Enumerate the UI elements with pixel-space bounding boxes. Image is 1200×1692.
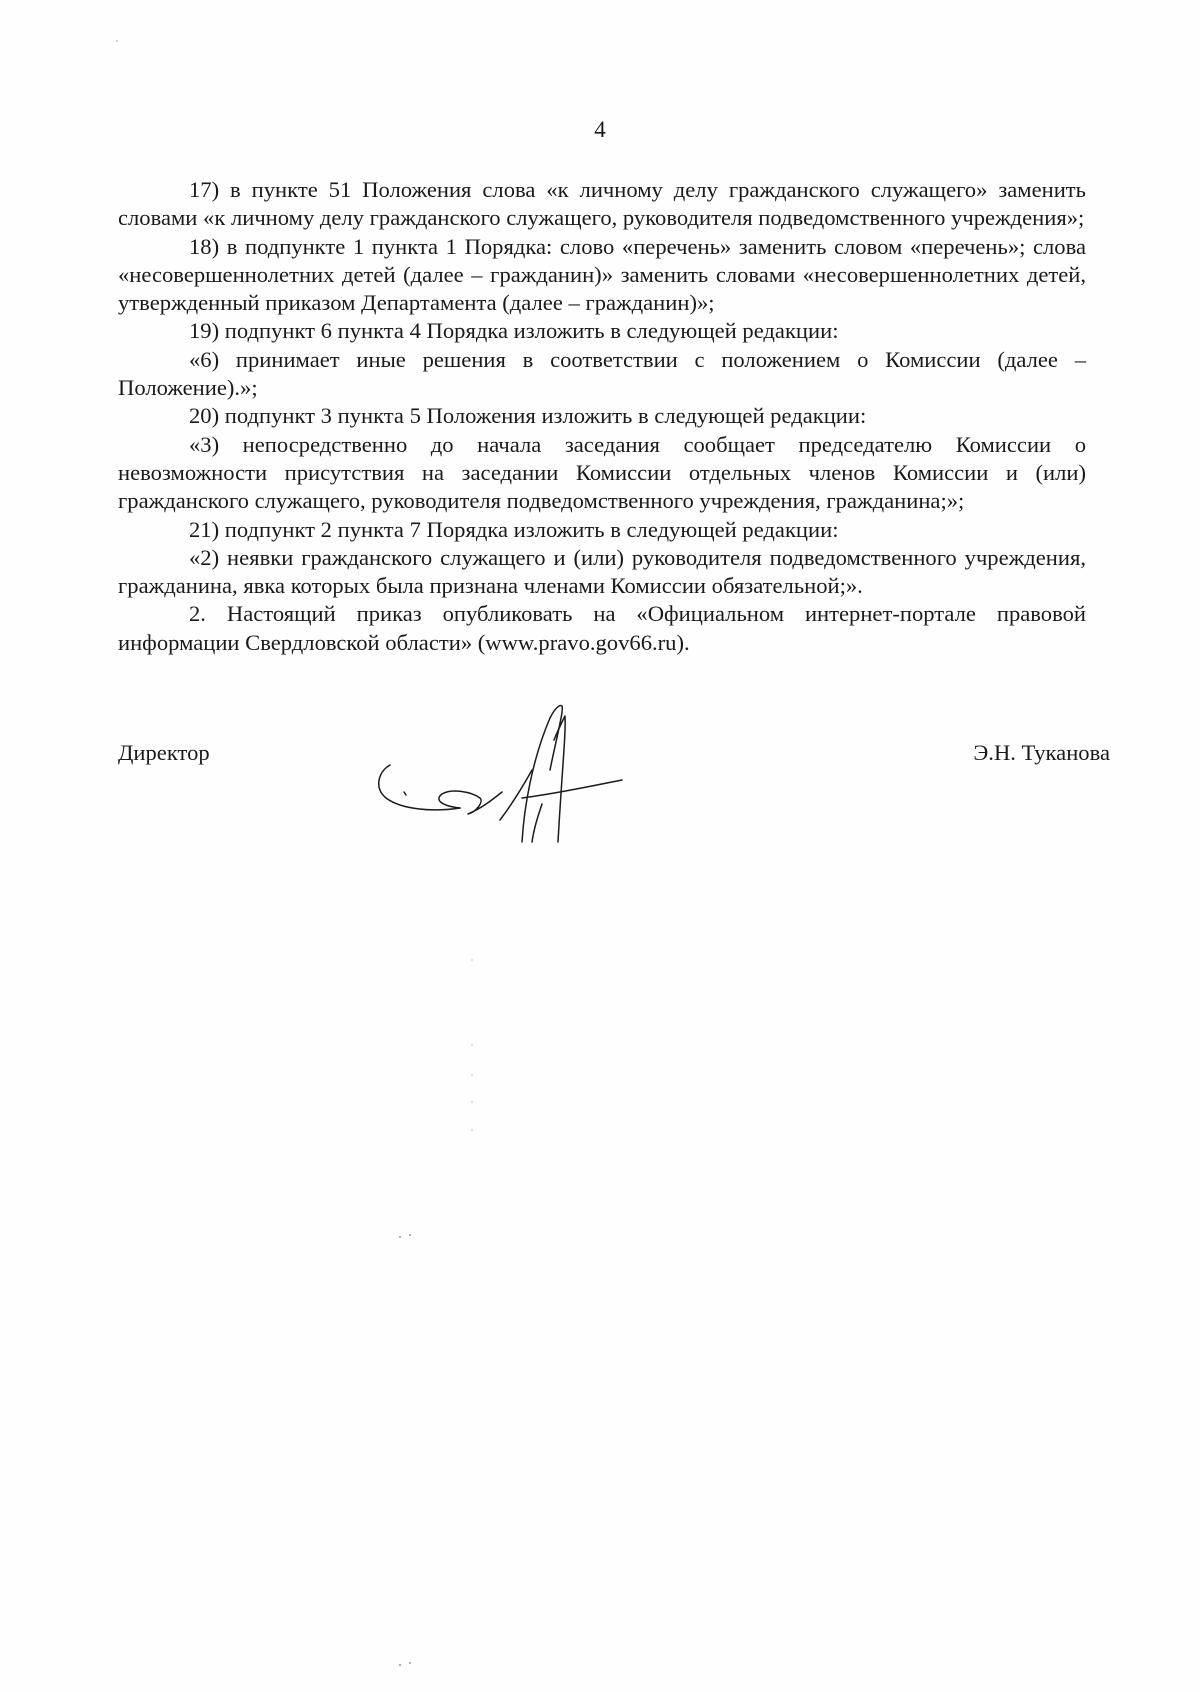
signature-stroke-tail: [532, 804, 542, 842]
signature-stroke-tall-left: [522, 706, 562, 843]
paragraph-item-17: 17) в пункте 51 Положения слова «к личному делу гражданского служащего» заменить словами «к личному делу гражданского служащего, руководителя подведомственного учреждения»;: [118, 177, 1086, 231]
signature-stroke-crossbar: [522, 780, 622, 798]
signature-stroke-dot: [404, 792, 406, 795]
signatory-role: Директор: [118, 740, 210, 765]
paragraph-quote-2: «2) неявки гражданского служащего и (или) руководителя подведомственного учреждения, гражданина, явка которых была признана членами Комиссии обязательной;».: [118, 544, 1086, 599]
paragraph-publication: 2. Настоящий приказ опубликовать на «Официальном интернет-портале правовой информации Свердловской области» (www.pravo.gov66.ru).: [118, 601, 1086, 655]
paragraph-quote-6: «6) принимает иные решения в соответствии с положением о Комиссии (далее – Положение).»;: [118, 346, 1086, 401]
signatory-name: Э.Н. Туканова: [973, 740, 1110, 765]
page-number: 4: [594, 117, 606, 142]
paragraph-item-18: 18) в подпункте 1 пункта 1 Порядка: слово «перечень» заменить словом «перечень»; слова «несовершеннолетних детей (далее – гражданин)» заменить словами «несовершеннолетних детей, утвержденный приказом Департамента (далее – гражданин)»;: [118, 233, 1086, 316]
handwritten-signature: [372, 700, 642, 845]
paragraph-item-19: 19) подпункт 6 пункта 4 Порядка изложить в следующей редакции:: [189, 318, 839, 344]
signature-stroke-tall-right: [554, 716, 565, 842]
document-body: [118, 176, 1086, 657]
signature-stroke-hook: [379, 765, 460, 810]
signature-stroke-loop: [439, 791, 502, 814]
paragraph-quote-3: «3) непосредственно до начала заседания сообщает председателю Комиссии о невозможности присутствия на заседании Комиссии отдельных членов Комиссии и (или) гражданского служащего, руководителя подведомственного учреждения, гражданина;»;: [118, 431, 1086, 514]
paragraph-item-21: 21) подпункт 2 пункта 7 Порядка изложить в следующей редакции:: [189, 516, 839, 542]
paragraph-item-20: 20) подпункт 3 пункта 5 Положения изложить в следующей редакции:: [189, 403, 867, 429]
